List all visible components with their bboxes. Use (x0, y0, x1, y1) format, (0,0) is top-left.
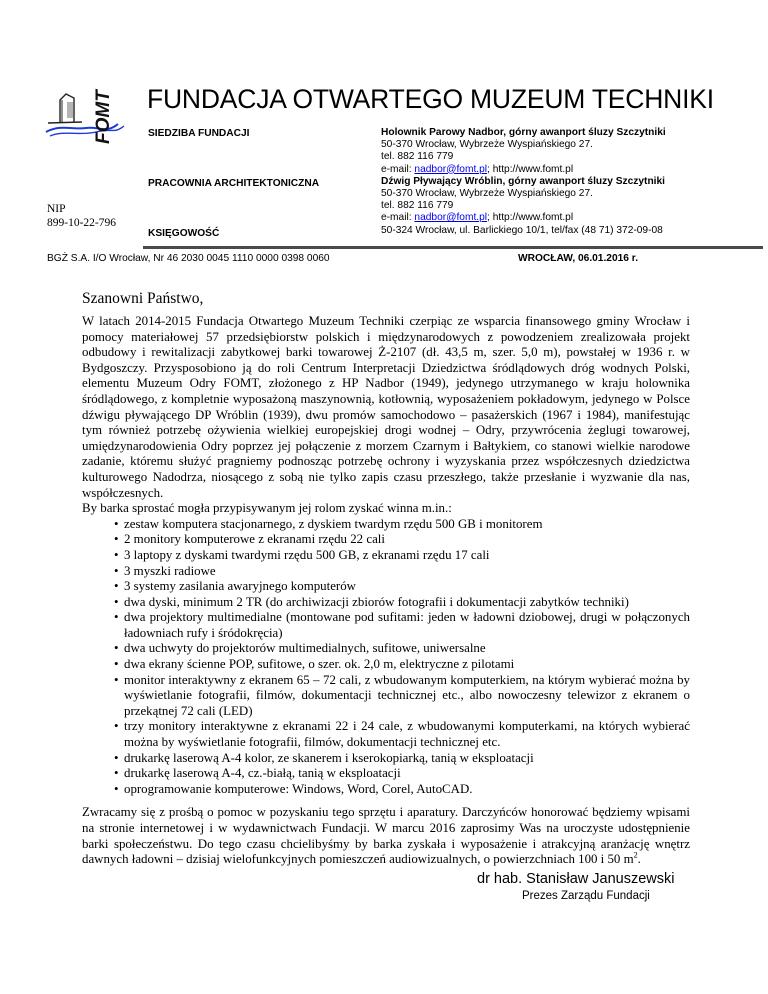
closing-paragraph (82, 805, 690, 867)
bullet-icon: • (114, 547, 119, 562)
list-item (82, 517, 690, 533)
list-item (82, 532, 690, 548)
list-item (82, 673, 690, 720)
accounting-address: 50-324 Wrocław, ul. Barlickiego 10/1, tel/fax (48 71) 372-09-08 (381, 224, 663, 236)
list-item (82, 751, 690, 767)
list-item (82, 657, 690, 673)
tower-and-waves-icon (40, 78, 140, 146)
list-item-text: monitor interaktywny z ekranem 65 – 72 cali, z wbudowanym komputerkiem, na którym wybierać można by wyświetlanie fotografii, filmów, dokumentacji technicznej etc., albo nowoczesny telewizor z ekranem o przekątnej 72 cali (LED) (124, 672, 690, 718)
letter-body (82, 314, 690, 868)
list-item-text: 3 systemy zasilania awaryjnego komputerów (124, 579, 356, 594)
list-item-text: oprogramowanie komputerowe: Windows, Word, Corel, AutoCAD. (124, 781, 473, 796)
list-item (82, 564, 690, 580)
bullet-icon: • (114, 750, 119, 765)
nip-block (47, 202, 116, 230)
bullet-icon: • (114, 563, 119, 578)
list-item-text: dwa projektory multimedialne (montowane pod sufitami: jeden w ładowni dziobowej, drugi w połączonych ładowniach rufy i śródokręcia) (124, 610, 690, 640)
wroblin-contact (381, 212, 666, 224)
bullet-icon: • (114, 657, 119, 672)
dept-accounting: KSIĘGOWOŚĆ (148, 228, 220, 239)
website: ; http://www.fomt.pl (487, 163, 574, 175)
list-item-text: dwa dyski, minimum 2 TR (do archiwizacji zbiorów fotografii i dokumentacji zabytków techniki) (124, 594, 629, 609)
list-item (82, 595, 690, 611)
nip-label: NIP (47, 203, 66, 215)
header-divider (143, 246, 763, 249)
nadbor-tel: tel. 882 116 779 (381, 151, 454, 163)
email-label: e-mail: (381, 163, 415, 175)
organization-title: FUNDACJA OTWARTEGO MUZEUM TECHNIKI (147, 84, 714, 114)
svg-text:FOMT: FOMT (93, 90, 114, 144)
wroblin-title: Dźwig Pływający Wróblin, górny awanport śluzy Szczytniki (381, 175, 665, 187)
dept-architecture: PRACOWNIA ARCHITEKTONICZNA (148, 178, 320, 189)
bullet-icon: • (114, 781, 119, 796)
bullet-icon: • (114, 579, 119, 594)
list-item-text: 2 monitory komputerowe z ekranami rzędu 22 cali (124, 532, 385, 547)
closing-period: . (637, 852, 641, 867)
signature-name: dr hab. Stanisław Januszewski (477, 871, 675, 887)
equipment-list (82, 517, 690, 798)
bullet-icon: • (114, 766, 119, 781)
list-item (82, 610, 690, 641)
list-intro: By barka sprostać mogła przypisywanym jej rolom zyskać winna m.in.: (82, 501, 452, 516)
bullet-icon: • (114, 532, 119, 547)
address-block (381, 127, 666, 237)
letter-date: WROCŁAW, 06.01.2016 r. (518, 253, 639, 264)
nadbor-email-link[interactable]: nadbor@fomt.pl (414, 163, 488, 175)
bullet-icon: • (114, 719, 119, 734)
salutation: Szanowni Państwo, (82, 290, 204, 307)
list-item (82, 579, 690, 595)
list-item (82, 641, 690, 657)
bullet-icon: • (114, 594, 119, 609)
superscript: 2 (633, 850, 638, 860)
list-item-text: zestaw komputera stacjonarnego, z dyskiem twardym rzędu 500 GB i monitorem (124, 516, 543, 531)
wroblin-email-link[interactable]: nadbor@fomt.pl (414, 212, 488, 224)
nadbor-street: 50-370 Wrocław, Wybrzeże Wyspiańskiego 27. (381, 139, 593, 151)
list-item (82, 766, 690, 782)
nadbor-title: Holownik Parowy Nadbor, górny awanport śluzy Szczytniki (381, 127, 666, 138)
list-item-text: drukarkę laserową A-4 kolor, ze skanerem i kserokopiarką, tanią w eksploatacji (124, 750, 534, 765)
list-item-text: dwa ekrany ścienne POP, sufitowe, o szer. ok. 2,0 m, elektryczne z pilotami (124, 657, 515, 672)
email-label: e-mail: (381, 212, 415, 224)
bank-account: BGŻ S.A. I/O Wrocław, Nr 46 2030 0045 1110 0000 0398 0060 (47, 253, 330, 264)
signature-title: Prezes Zarządu Fundacji (522, 890, 650, 902)
list-item-text: 3 myszki radiowe (124, 563, 216, 578)
dept-headquarters: SIEDZIBA FUNDACJI (148, 128, 250, 139)
nadbor-contact (381, 164, 666, 176)
list-item-text: trzy monitory interaktywne z ekranami 22 i 24 cale, z wbudowanymi komputerkami, na których wybierać można by wyświetlanie fotografii, filmów, dokumentacji technicznej etc. (124, 719, 690, 750)
nip-value: 899-10-22-796 (47, 217, 116, 229)
list-item-text: dwa uchwyty do projektorów multimedialnych, sufitowe, uniwersalne (124, 641, 486, 656)
list-item (82, 782, 690, 798)
list-item (82, 548, 690, 564)
list-item (82, 719, 690, 750)
wroblin-street: 50-370 Wrocław, Wybrzeże Wyspiańskiego 27. (381, 188, 593, 200)
wroblin-tel: tel. 882 116 779 (381, 200, 454, 212)
bullet-icon: • (114, 641, 119, 656)
list-item-text: 3 laptopy z dyskami twardymi rzędu 500 GB, z ekranami rzędu 17 cali (124, 547, 490, 562)
bullet-icon: • (114, 610, 119, 625)
closing-text: Zwracamy się z prośbą o pomoc w pozyskaniu tego sprzętu i aparatury. Darczyńców honorować będziemy wpisami na stronie internetowej i w wydawnictwach Fundacji. W marcu 2016 zaprosimy Was na uroczyste udostępnienie barki społeczeństwu. Do tego czasu chcielibyśmy by barka zyskała i wyposażenie i atrakcyjną aranżację wnętrz dawnych ładowni – dzisiaj wielofunkcyjnych pomieszczeń audiowizualnych, o powierzchniach 100 i 50 m (82, 805, 690, 867)
fomt-logo (40, 78, 140, 146)
bullet-icon: • (114, 672, 119, 687)
list-item-text: drukarkę laserową A-4, cz.-białą, tanią w eksploatacji (124, 766, 401, 781)
website: ; http://www.fomt.pl (487, 212, 574, 224)
bullet-icon: • (114, 516, 119, 531)
intro-paragraph: W latach 2014-2015 Fundacja Otwartego Muzeum Techniki czerpiąc ze wsparcia finansowego gminy Wrocław i pomocy materiałowej 57 przedsiębiorstw polskich i międzynarodowych z powodzeniem zrealizowała projekt odbudowy i rewitalizacji zabytkowej barki towarowej Ż-2107 (dł. 43,5 m, szer. 5,0 m), powstałej w 1936 r. w Bydgoszczy. Przysposobiono ją do roli Centrum Interpretacji Dziedzictwa śródlądowych dróg wodnych Polski, elementu Muzeum Odry FOMT, złożonego z HP Nadbor (1949), jedynego utrzymanego w kraju holownika śródlądowego, z kompletnie wyposażoną maszynownią, kotłownią, wyposażeniem pokładowym, jedynego w Polsce dźwigu pływającego DP Wróblin (1939), dwu promów samochodowo – pasażerskich (1967 i 1984), manifestując tym również potrzebę ożywienia wielkiej europejskiej drogi wodnej – Odry, przywrócenia żeglugi towarowej, umiędzynarodowienia Odry poprzez jej połączenie z morzem Czarnym i Bałtykiem, co stanowi wielkie narodowe zadanie, któremu służyć pragniemy podnosząc potrzebę ochrony i wyzyskania przez współczesnych dziedzictwa kulturowego Nadodrza, niosącego z sobą nie tylko zapis czasu przeszłego, także przesłanie i wyzwanie dla nas, współczesnych. (82, 314, 690, 500)
